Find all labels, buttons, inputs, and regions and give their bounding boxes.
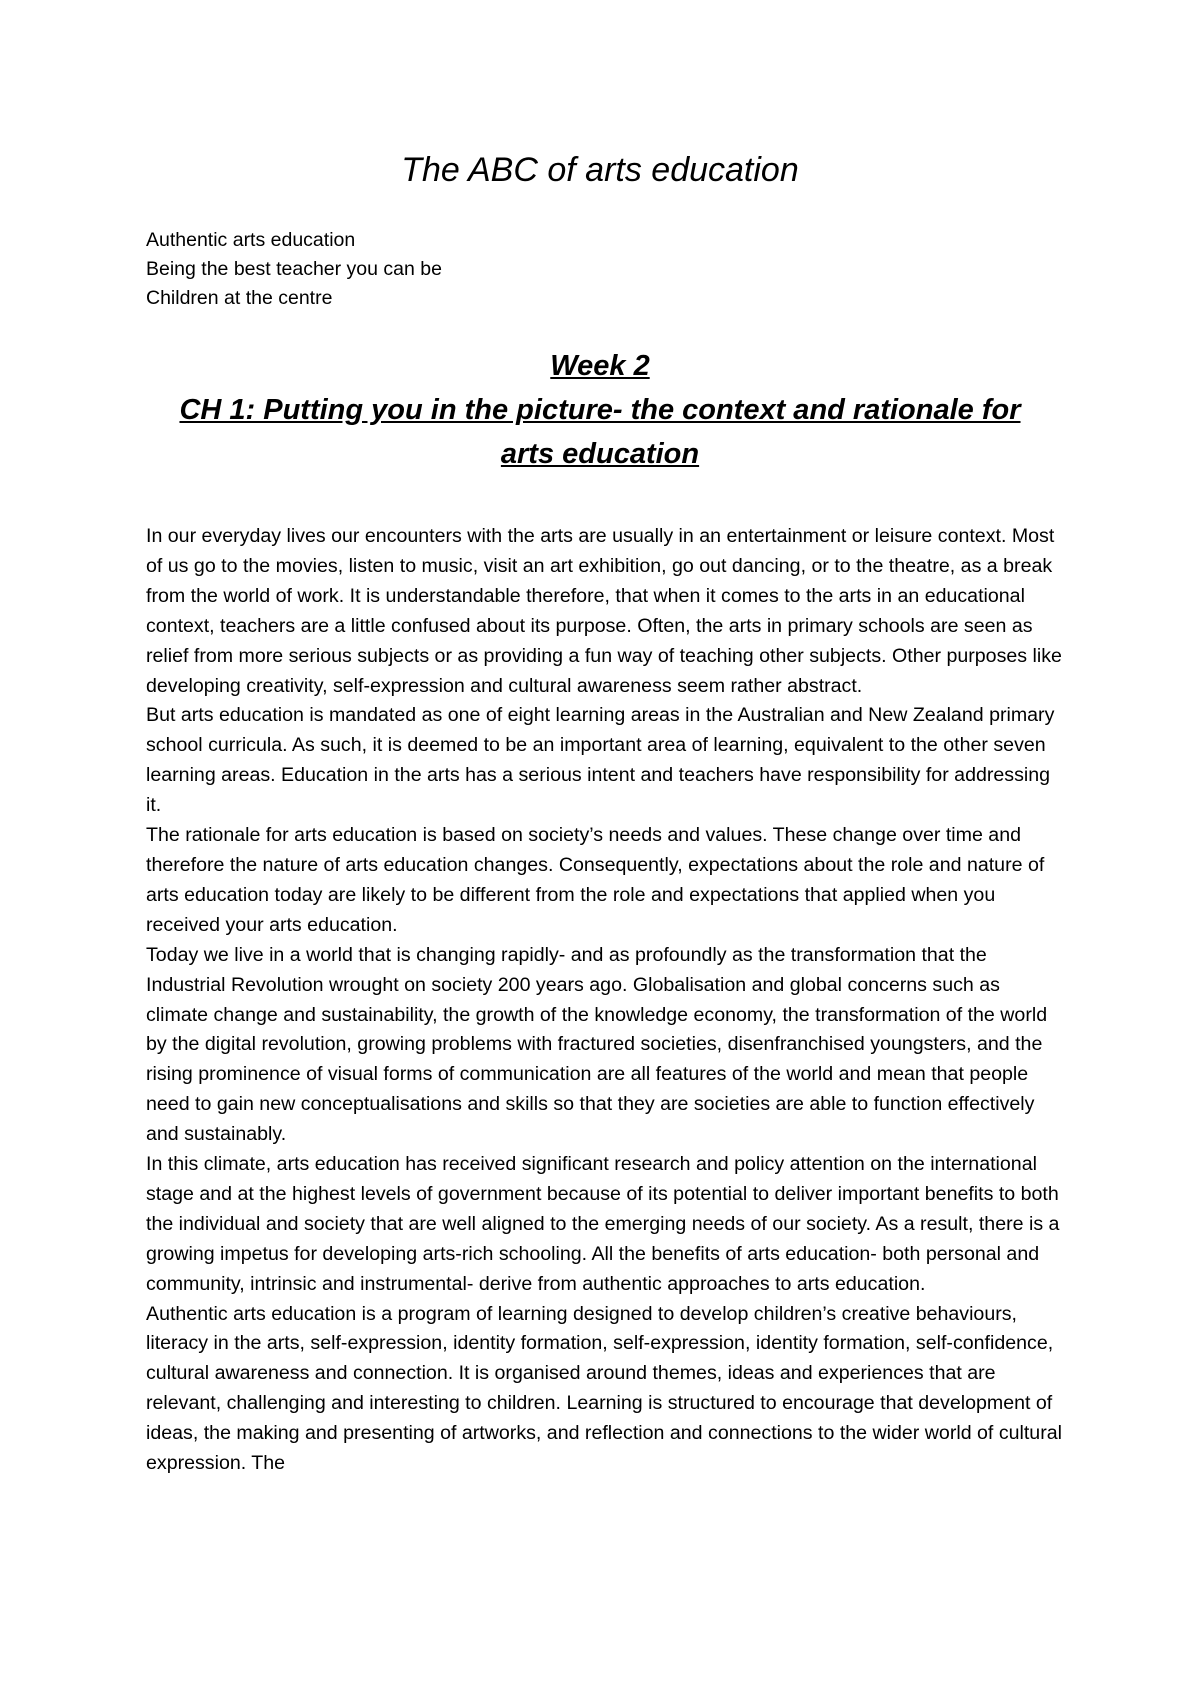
week-heading: Week 2 <box>550 350 650 382</box>
paragraph-2: But arts education is mandated as one of eight learning areas in the Australian and New Zealand primary school curricula. As such, it is deemed to be an important area of learning, equivalent to the other seven learning areas. Education in the arts has a serious intent and teachers have responsibility for addressing it. <box>146 704 1055 817</box>
abc-list <box>146 226 1046 313</box>
paragraph-6: Authentic arts education is a program of learning designed to develop children’s creative behaviours, literacy in the arts, self-expression, identity formation, self-expression, identity formation, self-confidence, cultural awareness and connection. It is organised around themes, ideas and experiences that are relevant, challenging and interesting to children. Learning is structured to encourage that development of ideas, the making and presenting of artworks, and reflection and connections to the wider world of cultural expression. The <box>146 1302 1062 1475</box>
abc-item-b: Being the best teacher you can be <box>146 258 442 280</box>
chapter-heading: CH 1: Putting you in the picture- the context and rationale for arts education <box>179 394 1021 470</box>
abc-item-a: Authentic arts education <box>146 229 356 251</box>
paragraph-3: The rationale for arts education is based on society’s needs and values. These change over time and therefore the nature of arts education changes. Consequently, expectations about the role and nature of arts education today are likely to be different from the role and expectations that applied when you received your arts education. <box>146 824 1045 936</box>
paragraph-4: Today we live in a world that is changing rapidly- and as profoundly as the transformation that the Industrial Revolution wrought on society 200 years ago. Globalisation and global concerns such as climate change and sustainability, the growth of the knowledge economy, the transformation of the world by the digital revolution, growing problems with fractured societies, disenfranchised youngsters, and the rising prominence of visual forms of communication are all features of the world and mean that people need to gain new conceptualisations and skills so that they are societies are able to function effectively and sustainably. <box>146 943 1048 1146</box>
paragraph-1: In our everyday lives our encounters with the arts are usually in an entertainment or leisure context. Most of us go to the movies, listen to music, visit an art exhibition, go out dancing, or to the theatre, as a break from the world of work. It is understandable therefore, that when it comes to the arts in an educational context, teachers are a little confused about its purpose. Often, the arts in primary schools are seen as relief from more serious subjects or as providing a fun way of teaching other subjects. Other purposes like developing creativity, self-expression and cultural awareness seem rather abstract. <box>146 525 1062 697</box>
document-title: The ABC of arts education <box>401 151 799 189</box>
body-text <box>146 522 1064 1479</box>
abc-item-c: Children at the centre <box>146 287 333 309</box>
paragraph-5: In this climate, arts education has received significant research and policy attention on the international stage and at the highest levels of government because of its potential to deliver important benefits to both the individual and society that are well aligned to the emerging needs of our society. As a result, there is a growing impetus for developing arts-rich schooling. All the benefits of arts education- both personal and community, intrinsic and instrumental- derive from authentic approaches to arts education. <box>146 1153 1060 1295</box>
